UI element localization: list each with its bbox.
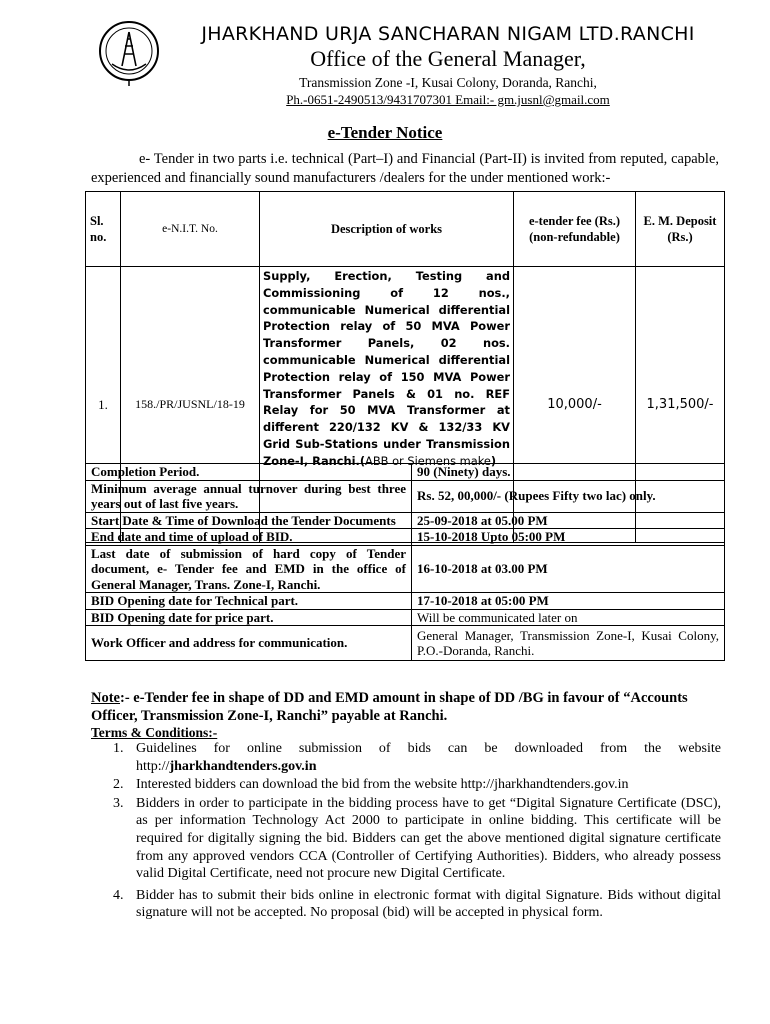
organization-name: JHARKHAND URJA SANCHARAN NIGAM LTD.RANCHI [201,23,695,45]
list-item [91,776,721,794]
detail-label: Start Date & Time of Download the Tender Documents [86,512,412,529]
list-item-text: Interested bidders can download the bid from the website http://jharkhandtenders.gov.in [136,777,629,793]
table-row [86,626,725,661]
terms-heading: Terms & Conditions:- [91,725,218,740]
detail-label: Work Officer and address for communication. [86,626,412,661]
table-row [86,464,725,481]
table-row [86,609,725,626]
table-row [86,480,725,512]
notice-intro: e- Tender in two parts i.e. technical (Part–I) and Financial (Part-II) is invited from reputed, capable, experienced and financially sound manufacturers /dealers for the under mentioned work:- [91,151,719,186]
list-item-number: 1. [113,741,124,756]
header-nit-no: e-N.I.T. No. [121,192,260,267]
detail-value: General Manager, Transmission Zone-I, Kusai Colony, P.O.-Doranda, Ranchi. [412,626,725,661]
office-address: Transmission Zone -I, Kusai Colony, Doranda, Ranchi, [299,75,597,90]
notice-title: e-Tender Notice [327,123,443,142]
table-row [86,529,725,546]
detail-label: Minimum average annual turnover during best three years out of last five years. [86,480,412,512]
detail-label: BID Opening date for price part. [86,609,412,626]
header-emd: E. M. Deposit (Rs.) [636,192,725,267]
detail-value: 90 (Ninety) days. [412,464,725,481]
header-sl-no: Sl. no. [86,192,121,267]
website-link[interactable]: jharkhandtenders.gov.in [169,758,317,774]
list-item [91,887,721,922]
list-item-text: Bidders in order to participate in the bidding process have to get “Digital Signature Certificate (DSC), as per information Technology Act 2000 to participate in online bidding. This certificate will be required for digitally signing the bid. Bidders can get the above mentioned digital signature certificate from any approved vendors CCA (Controller of Certifying Authorities). Bidders, who already possess valid Digital Certificate, need not procure new Digital Certificate. [136,795,721,882]
row-tender-fee: 10,000/- [514,267,636,543]
detail-label: BID Opening date for Technical part. [86,593,412,610]
row-emd: 1,31,500/- [636,267,725,543]
table-row [86,512,725,529]
list-item-number: 2. [113,777,124,793]
letterhead [178,22,718,108]
list-item-number: 3. [113,795,124,811]
note-label: Note [91,690,120,706]
header-tender-fee: e-tender fee (Rs.) (non-refundable) [514,192,636,267]
tender-table-header [86,192,725,267]
detail-value: 17-10-2018 at 05:00 PM [412,593,725,610]
row-nit-no: 158./PR/JUSNL/18-19 [121,267,260,543]
list-item [91,795,721,883]
note [91,689,721,725]
detail-value: 16-10-2018 at 03.00 PM [412,545,725,593]
detail-label: Last date of submission of hard copy of Tender document, e- Tender fee and EMD in the office of General Manager, Trans. Zone-I, Ranchi. [86,545,412,593]
detail-label: End date and time of upload of BID. [86,529,412,546]
detail-value: Rs. 52, 00,000/- (Rupees Fifty two lac) only. [412,480,725,512]
note-text: :- e-Tender fee in shape of DD and EMD amount in shape of DD /BG in favour of “Accounts Officer, Transmission Zone-I, Ranchi” payable at Ranchi. [91,690,688,724]
description-make: ABB or Siemens make [365,453,491,468]
detail-value: 15-10-2018 Upto 05:00 PM [412,529,725,546]
detail-value: Will be communicated later on [412,609,725,626]
jusnl-logo-icon [98,20,160,86]
tender-details-table [85,463,725,661]
list-item [91,740,721,775]
list-item-text: Guidelines for online submission of bids can be downloaded from the website http:// [136,741,721,774]
contact-line[interactable]: Ph.-0651-2490513/9431707301 Email:- gm.jusnl@gmail.com [286,92,610,107]
description-text: Supply, Erection, Testing and Commissioning of 12 nos., communicable Numerical differential Protection relay of 50 MVA Power Transformer Panels, 02 nos. communicable Numerical differential Protection relay of 150 MVA Power Transformer Panels & 01 no. REF Relay for 50 MVA Transformer at different 220/132 KV & 132/33 KV Grid Sub-Stations under Transmission Zone-I, Ranchi.( [263,269,510,468]
table-row [86,545,725,593]
row-sl-no: 1. [86,267,121,543]
table-row [86,593,725,610]
office-title: Office of the General Manager, [310,46,586,71]
detail-label: Completion Period. [86,464,412,481]
list-item-number: 4. [113,887,124,903]
header-description: Description of works [260,192,514,267]
terms-list [91,740,721,923]
description-close: ) [490,453,497,468]
detail-value: 25-09-2018 at 05.00 PM [412,512,725,529]
list-item-text: Bidder has to submit their bids online in electronic format with digital Signature. Bids without digital signature will not be accepted. No proposal (bid) will be accepted in physical form. [136,887,721,921]
